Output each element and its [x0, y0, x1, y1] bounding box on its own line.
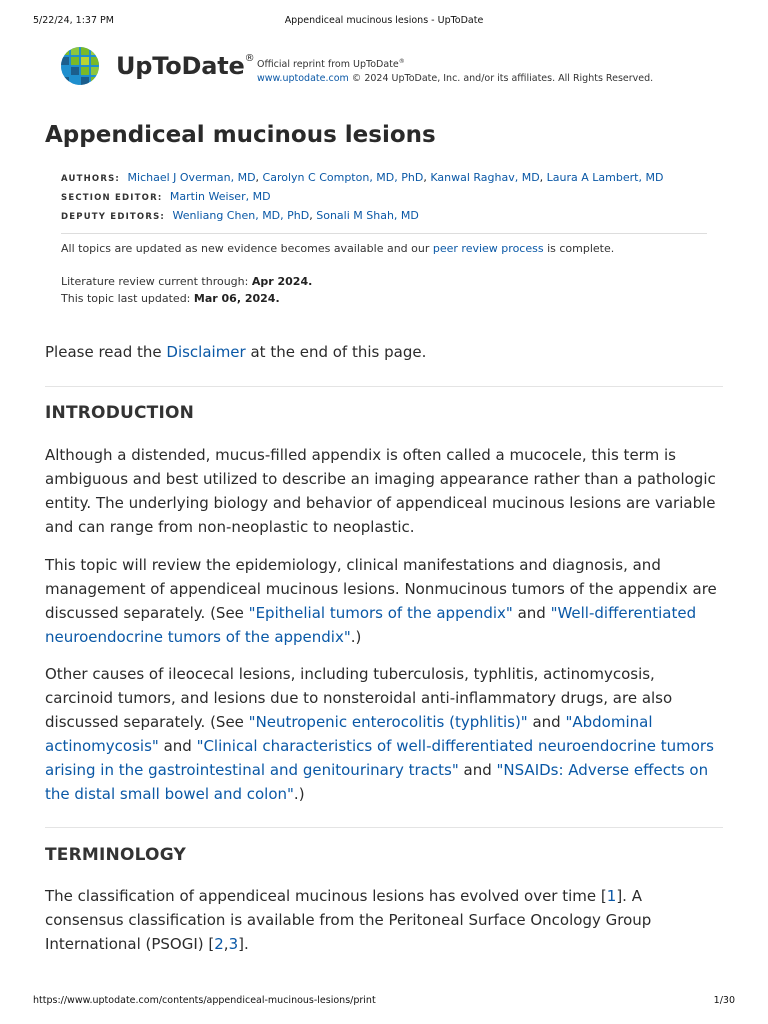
print-page-number: 1/30	[713, 995, 735, 1006]
introduction-paragraph-3: Other causes of ileocecal lesions, including tuberculosis, typhlitis, actinomycosis, carcinoid tumors, and lesions due to nonsteroidal anti-inflammatory drugs, are also discussed separately. (See "Neutropenic enterocolitis (typhlitis)" and "Abdominal actinomycosis" and "Clinical characteristics of well-differentiated neuroendocrine tumors arising in the gastrointestinal and genitourinary tracts" and "NSAIDs: Adverse effects on the distal small bowel and colon".)	[45, 665, 714, 803]
last-updated-date: Mar 06, 2024.	[193, 292, 280, 305]
author-link[interactable]: Laura A Lambert, MD	[546, 171, 664, 184]
introduction-heading: INTRODUCTION	[45, 403, 195, 423]
terminology-heading: TERMINOLOGY	[45, 845, 186, 865]
introduction-paragraph-1: Although a distended, mucus-filled appendix is often called a mucocele, this term is ambiguous and best utilized to describe an imaging appearance rather than a pathologic entity. The underlying biology and behavior of appendiceal mucinous lesions are variable and can range from non-neoplastic to neoplastic.	[45, 446, 716, 536]
copyright-text: © 2024 UpToDate, Inc. and/or its affiliates. All Rights Reserved.	[348, 73, 654, 85]
neuroendocrine-gi-link[interactable]: "Clinical characteristics of well-differentiated neuroendocrine tumors arising in the gastrointestinal and genitourinary tracts"	[45, 737, 714, 779]
page-title: Appendiceal mucinous lesions	[45, 122, 436, 148]
section-editor-link[interactable]: Martin Weiser, MD	[169, 190, 271, 203]
print-footer	[33, 995, 735, 1009]
authors-row: AUTHORS: Michael J Overman, MD, Carolyn C Compton, MD, PhD, Kanwal Raghav, MD, Laura A Lambert, MD	[61, 171, 664, 184]
epithelial-tumors-link[interactable]: "Epithelial tumors of the appendix"	[248, 604, 513, 622]
author-link[interactable]: Carolyn C Compton, MD, PhD	[262, 171, 424, 184]
article-contributors	[61, 169, 663, 226]
typhlitis-link[interactable]: "Neutropenic enterocolitis (typhlitis)"	[248, 713, 528, 731]
disclaimer-line: Please read the Disclaimer at the end of this page.	[45, 343, 427, 361]
neuroendocrine-appendix-link[interactable]: "Well-differentiated neuroendocrine tumors of the appendix"	[45, 604, 697, 646]
print-datetime: 5/22/24, 1:37 PM	[33, 15, 114, 26]
reference-link[interactable]: 1	[606, 887, 617, 905]
print-url: https://www.uptodate.com/contents/appendiceal-mucinous-lesions/print	[33, 995, 376, 1006]
uptodate-globe-icon	[60, 46, 104, 90]
nsaids-link[interactable]: "NSAIDs: Adverse effects on the distal small bowel and colon"	[45, 761, 709, 803]
disclaimer-link[interactable]: Disclaimer	[166, 343, 246, 361]
uptodate-site-link[interactable]: www.uptodate.com	[257, 73, 349, 85]
deputy-editor-link[interactable]: Wenliang Chen, MD, PhD	[172, 209, 310, 222]
authors-label: AUTHORS:	[61, 174, 121, 184]
section-divider	[45, 386, 723, 387]
reference-link[interactable]: 2	[214, 935, 224, 953]
author-link[interactable]: Michael J Overman, MD	[127, 171, 256, 184]
introduction-paragraph-2: This topic will review the epidemiology, clinical manifestations and diagnosis, and management of appendiceal mucinous lesions. Nonmucinous tumors of the appendix are discussed separately. (See "Epithelial tumors of the appendix" and "Well-differentiated neuroendocrine tumors of the appendix".)	[45, 556, 717, 646]
lit-review-label: Literature review current through:	[61, 275, 252, 288]
deputy-editor-link[interactable]: Sonali M Shah, MD	[316, 209, 419, 222]
reprint-notice: Official reprint from UpToDate® www.uptodate.com © 2024 UpToDate, Inc. and/or its affiliates. All Rights Reserved.	[257, 58, 654, 85]
lit-review-date: Apr 2024.	[251, 275, 313, 288]
review-dates	[61, 273, 312, 307]
author-link[interactable]: Kanwal Raghav, MD	[430, 171, 540, 184]
section-editor-row	[61, 188, 663, 207]
terminology-paragraph-1: The classification of appendiceal mucinous lesions has evolved over time [1]. A consensus classification is available from the Peritoneal Surface Oncology Group International (PSOGI) [2,3].	[45, 887, 652, 953]
reference-link[interactable]: 3	[228, 935, 239, 953]
print-header	[33, 15, 735, 29]
last-updated-label: This topic last updated:	[61, 292, 194, 305]
update-notice: All topics are updated as new evidence becomes available and our peer review process is complete.	[61, 242, 615, 255]
print-page-title: Appendiceal mucinous lesions - UpToDate	[284, 15, 484, 26]
deputy-editors-row: DEPUTY EDITORS: Wenliang Chen, MD, PhD, Sonali M Shah, MD	[61, 209, 419, 222]
deputy-editors-label: DEPUTY EDITORS:	[61, 212, 166, 222]
section-editor-label: SECTION EDITOR:	[61, 193, 163, 203]
actinomycosis-link[interactable]: "Abdominal actinomycosis"	[45, 713, 653, 755]
peer-review-link[interactable]: peer review process	[432, 242, 544, 255]
brand-name: UpToDate®	[116, 52, 255, 80]
meta-divider	[61, 233, 707, 234]
reprint-line: Official reprint from UpToDate	[257, 59, 399, 71]
section-divider	[45, 827, 723, 828]
